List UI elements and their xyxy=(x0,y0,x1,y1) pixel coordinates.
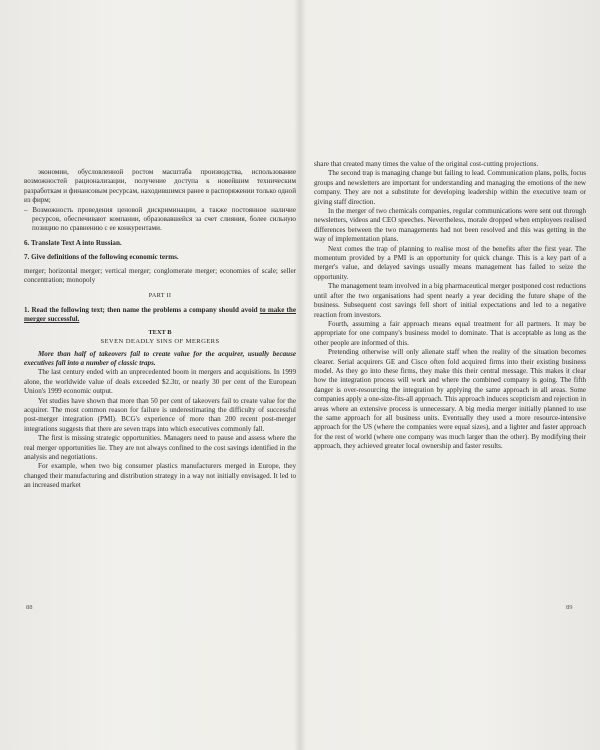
exercise-6: 6. Translate Text A into Russian. xyxy=(24,238,122,247)
lead-paragraph: More than half of takeovers fail to create value for the acquirer, usually because executives fall into a number of classic traps. xyxy=(24,349,296,367)
paragraph: For example, when two big consumer plastics manufacturers merged in Europe, they changed their manufacturing and distribution strategy in a way not initially envisaged. It led to an increased market xyxy=(24,462,296,490)
paragraph: share that created many times the value of the original cost-cutting projections. xyxy=(314,160,539,168)
paragraph: Pretending otherwise will only alienate staff when the reality of the situation becomes clearer. Serial acquirers GE and Cisco often fold acquired firms into their existing business model. As they go into these firms, they make this their central message. This makes it clear how the integration process will work and where the combined company is going. The fifth danger is over-resourcing the integration by applying the same approach in all areas. Some companies apply a one-size-fits-all approach. This approach induces scepticism and rejection in areas where an extensive process is unnecessary. A big media merger initially planned to use the same approach for all business units. Eventually they used a more resource-intensive approach for the US (where the companies were equal sizes), and a lighter and faster approach for the rest of world (where one company was much larger than the other). By modifying their approach, they achieved greater local ownership and faster results. xyxy=(314,348,586,451)
paragraph: The management team involved in a big pharmaceutical merger postponed cost reductions until after the two organisations had spent nearly a year deciding the future shape of the business. Subsequent cost savings fell short of initial expectations and led to a negative reaction from investors. xyxy=(314,282,586,319)
exercise-7: 7. Give definitions of the following economic terms. xyxy=(24,253,179,262)
page-number-left: 88 xyxy=(26,604,33,611)
exercise-1 xyxy=(24,306,296,325)
page-number-right: 89 xyxy=(566,604,573,611)
text-title: SEVEN DEADLY SINS OF MERGERS xyxy=(100,338,220,346)
paragraph: The last century ended with an unprecedented boom in mergers and acquisitions. In 1999 alone, the worldwide value of deals exceeded $2.3tr, or nearly 30 per cent of the European Union's 1999 economic output. xyxy=(24,368,296,396)
paragraph: The first is missing strategic opportunities. Managers need to pause and assess where the real merger opportunities lie. They are not always confined to the cost savings identified in the analysis and negotiations. xyxy=(24,434,296,461)
text-label: TEXT B xyxy=(148,328,172,336)
part-heading: PART II xyxy=(148,292,172,300)
exercise-1-underlined: to make the merger successful. xyxy=(24,305,296,324)
paragraph: The second trap is managing change but failing to lead. Communication plans, polls, focus groups and newsletters are important for understanding and managing the emotions of the new company. They are not a substitute for developing leadership within the executive team or giving staff direction. xyxy=(314,169,586,206)
right-page xyxy=(314,160,586,452)
paragraph: Yet studies have shown that more than 50 per cent of takeovers fail to create value for the acquirer. The most common reason for failure is underestimating the difficulty of successful post-merger integration (PMI). BCG's experience of more than 200 recent post-merger integrations suggests that there are seven traps into which executives commonly fall. xyxy=(24,396,296,433)
russian-text-continuation: экономии, обусловленной ростом масштаба производства, использование возможностей рационализации, получение доступа к новейшим техническим разработкам и финансовым ресурсам, находившимся ранее в распоряжении только одной из фирм; xyxy=(24,168,296,205)
left-page xyxy=(24,168,296,491)
paragraph: Next comes the trap of planning to realise most of the benefits after the first year. The momentum provided by a PMI is an opportunity for quick change. This is a key part of a merger's value, and delayed savings usually means management has failed to seize the opportunity. xyxy=(314,244,586,281)
russian-bullet-item: – Возможность проведения ценовой дискриминации, а также постоянное наличие ресурсов, обеспечивают компании, образовавшейся за счет слияния, более сильную позицию по сравнению с ее конкурентами. xyxy=(24,205,296,233)
paragraph: Fourth, assuming a fair approach means equal treatment for all partners. It may be appropriate for one company's business model to dominate. That is acceptable as long as the other people are informed of this. xyxy=(314,319,586,347)
terms-list: merger; horizontal merger; vertical merger; conglomerate merger; economies of scale; seller concentration; monopoly xyxy=(24,266,296,285)
exercise-1-text: 1. Read the following text; then name the problems a company should avoid xyxy=(24,305,260,314)
paragraph: In the merger of two chemicals companies, regular communications were sent out through newsletters, videos and CEO speeches. Nevertheless, morale dropped when employees realised differences between the two managements had not been resolved and this was getting in the way of implementation plans. xyxy=(314,207,586,244)
